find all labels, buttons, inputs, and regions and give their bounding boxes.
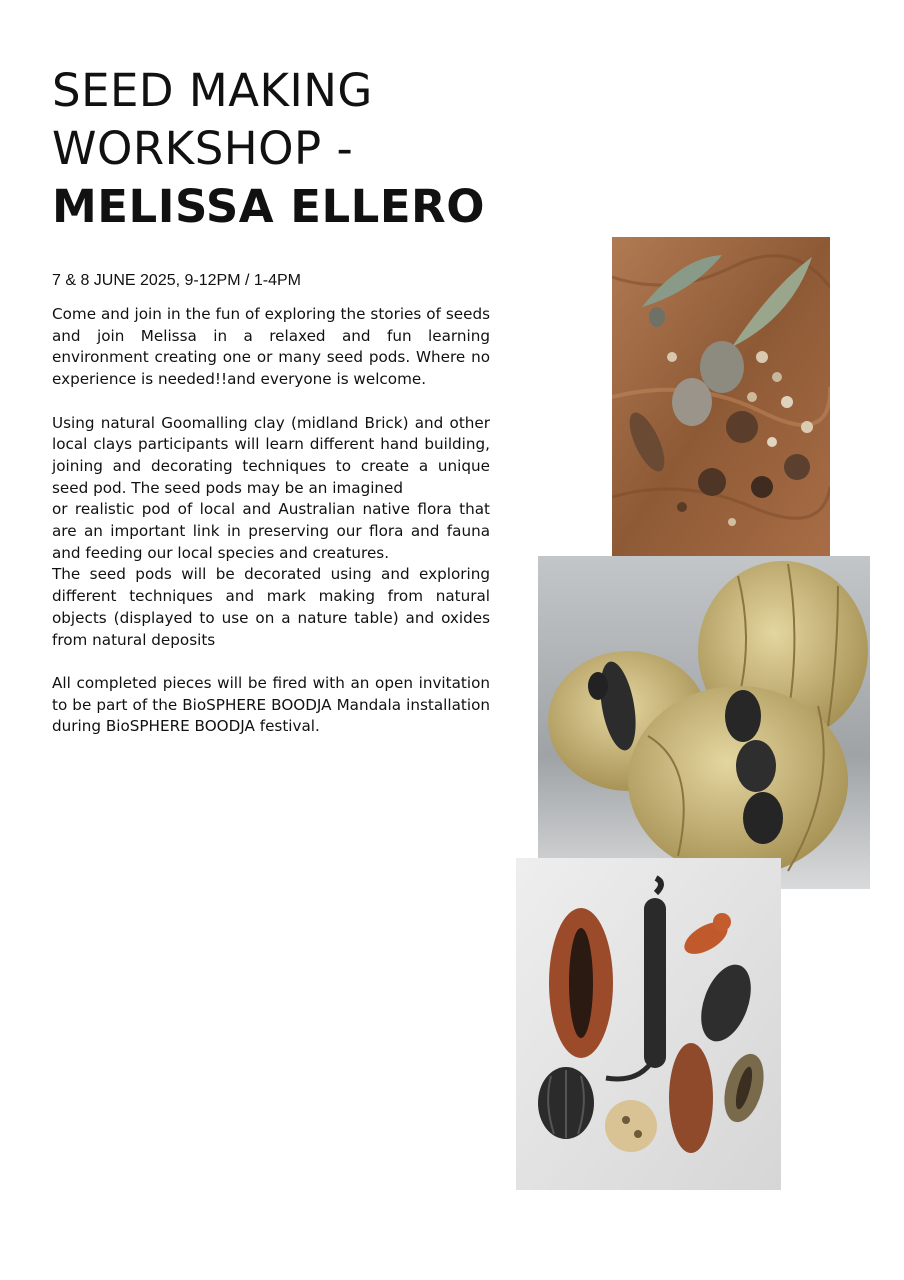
photo-clay-seed-pods xyxy=(538,556,870,889)
title-line-1: SEED MAKING xyxy=(52,64,373,117)
photo-ceramic-pods-collection xyxy=(516,858,781,1190)
paragraph-clay: Using natural Goomalling clay (midland Brick) and other local clays participants will learn different hand building, joining and decorating techniques to create a unique seed pod. The seed pods may be an imagined xyxy=(52,413,490,497)
photo-seeds-on-wood xyxy=(612,237,830,557)
workshop-date: 7 & 8 JUNE 2025, 9-12PM / 1-4PM xyxy=(52,272,301,289)
paragraph-pods: or realistic pod of local and Australian native flora that are an important link in preserving our flora and fauna and feeding our local species and creatures. xyxy=(52,500,490,562)
paragraph-decoration: The seed pods will be decorated using and exploring different techniques and mark making from natural objects (displayed to use on a nature table) and oxides from natural deposits xyxy=(52,565,490,649)
title-artist-name: MELISSA ELLERO xyxy=(52,180,485,233)
title-line-2: WORKSHOP - xyxy=(52,122,354,175)
paragraph-intro: Come and join in the fun of exploring the stories of seeds and join Melissa in a relaxed and fun learning environment creating one or many seed pods. Where no experience is needed!!and everyone is welcome. xyxy=(52,305,490,389)
paragraph-installation: All completed pieces will be fired with an open invitation to be part of the BioSPHERE BOODJA Mandala installation during BioSPHERE BOODJA festival. xyxy=(52,673,490,736)
workshop-description xyxy=(52,304,490,738)
workshop-title xyxy=(52,62,522,236)
